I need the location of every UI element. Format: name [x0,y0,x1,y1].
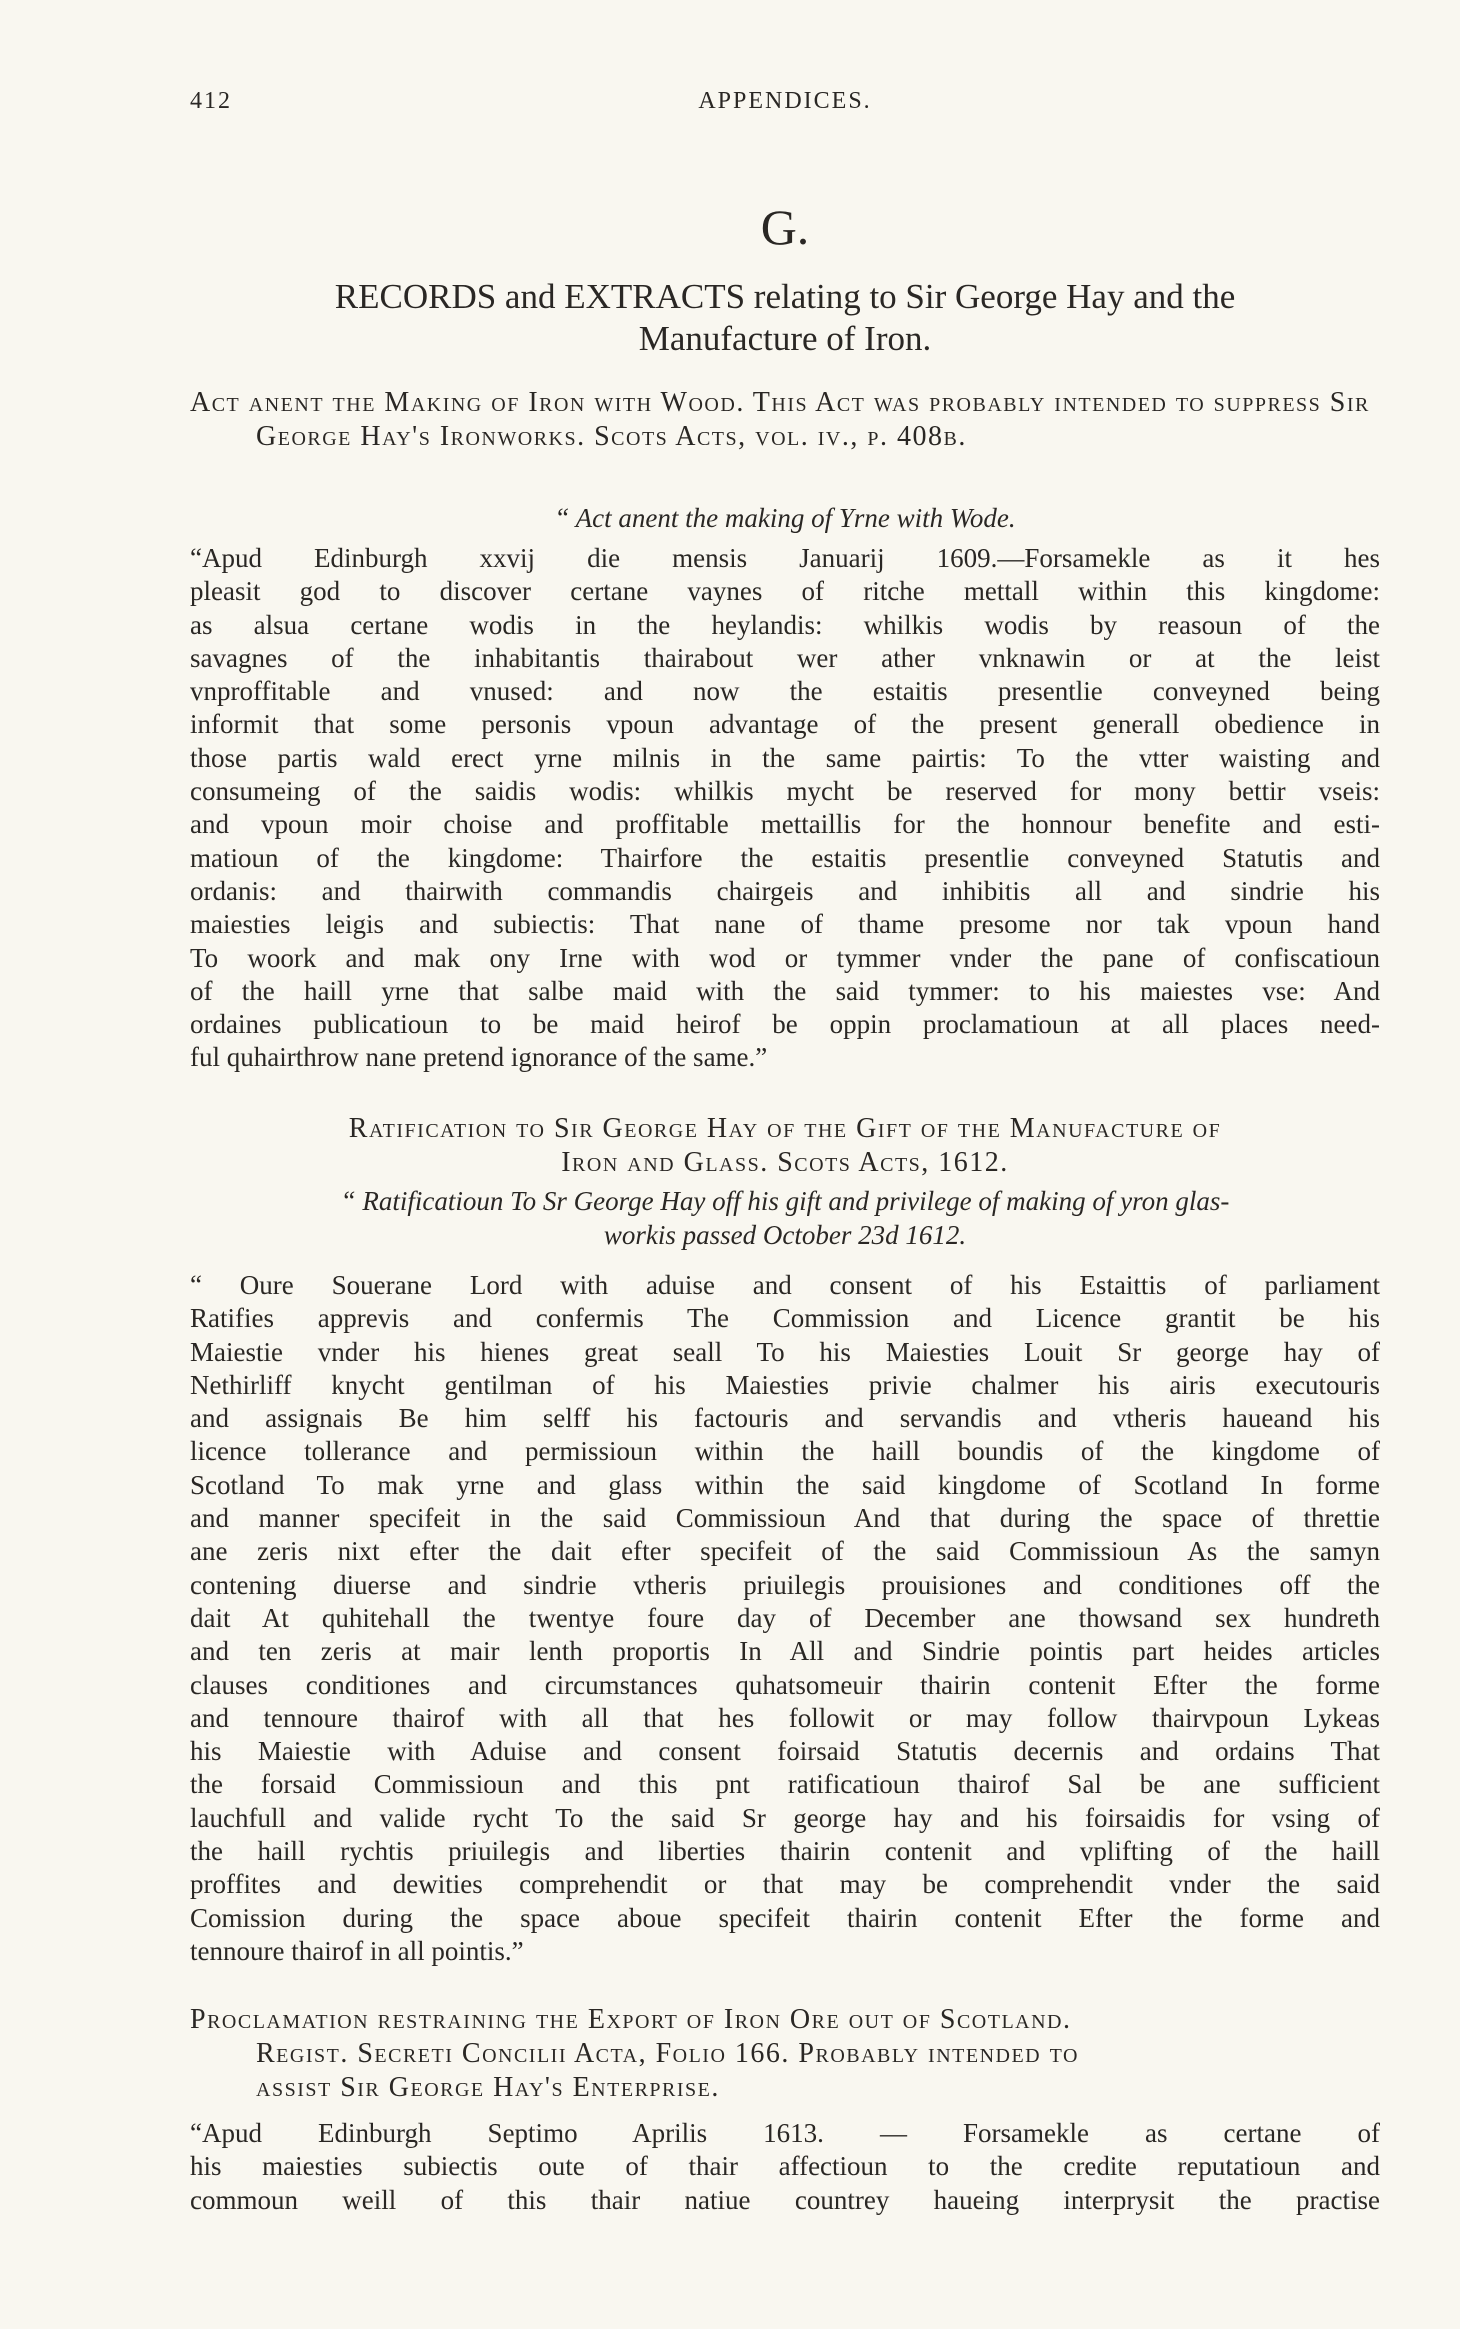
act2-subhead [190,1184,1380,1252]
act2-body-line: Maiestie vnder his hienes great seall To his Maiesties Louit Sr george hay of [190,1336,1380,1367]
act2-body-line: and ten zeris at mair lenth proportis In All and Sindrie pointis part heides articles [190,1636,1380,1667]
act2-body-line: clauses conditiones and circumstances quhatsomeuir thairin contenit Efter the forme [190,1669,1380,1700]
act2-subhead-line-2: workis passed October 23d 1612. [603,1220,967,1250]
act1-heading: Act anent the Making of Iron with Wood. This Act was probably intended to suppress Sir George Hay's Ironworks. Scots Acts, vol. iv., p. 408b. [190,387,1370,452]
act2-body-line: contening diuerse and sindrie vtheris priuilegis prouisiones and conditiones off the [190,1569,1380,1600]
act1-body-line: savagnes of the inhabitantis thairabout wer ather vnknawin or at the leist [190,642,1380,673]
act2-body-line: proffites and dewities comprehendit or that may be comprehendit vnder the said [190,1869,1380,1900]
act1-subhead: “ Act anent the making of Yrne with Wode. [554,503,1016,533]
act2-body-line: Nethirliff knycht gentilman of his Maiesties privie chalmer his airis executouris [190,1369,1380,1400]
act2-body-text [190,1269,1380,1968]
act1-body-line: “Apud Edinburgh xxvij die mensis Januarij 1609.—Forsamekle as it hes [190,543,1380,573]
act3-body-text [190,2117,1380,2217]
act2-heading [190,1112,1380,1180]
act3-heading-line-3: assist Sir George Hay's Enterprise. [256,2072,720,2103]
act2-subhead-line-1: “ Ratificatioun To Sr George Hay off his gift and privilege of making of yron glas- [340,1186,1230,1216]
act2-body-line: licence tollerance and permissioun within the haill boundis of the kingdome of [190,1436,1380,1467]
page-number: 412 [190,88,232,114]
act1-body-line: consumeing of the saidis wodis: whilkis mycht be reserved for mony bettir vseis: [190,776,1380,807]
act1-body-line: maiesties leigis and subiectis: That nane of thame presome nor tak vpoun hand [190,909,1380,940]
act2-heading-line-2: Iron and Glass. Scots Acts, 1612. [561,1147,1009,1178]
act1-body-text [190,542,1380,1075]
act2-body-line: Comission during the space aboue specifeit thairin contenit Efter the forme and [190,1902,1380,1933]
act2-body-line: his Maiestie with Aduise and consent foirsaid Statutis decernis and ordains That [190,1736,1380,1767]
act1-body-line: of the haill yrne that salbe maid with the said tymmer: to his maiestes vse: And [190,975,1380,1006]
act3-body-line: commoun weill of this thair natiue countrey haueing interprysit the practise [190,2184,1380,2215]
act2-body-line: Ratifies apprevis and confermis The Commission and Licence grantit be his [190,1303,1380,1334]
section-title [190,276,1380,360]
act1-body-line: ordaines publicatioun to be maid heirof be oppin proclamatioun at all places need- [190,1009,1380,1040]
running-head [190,88,1380,128]
act2-heading-line-1: Ratification to Sir George Hay of the Gift of the Manufacture of [348,1113,1222,1144]
act3-heading [190,2003,1380,2105]
act1-body-line: ordanis: and thairwith commandis chairgeis and inhibitis all and sindrie his [190,875,1380,906]
act1-body-line: those partis wald erect yrne milnis in the same pairtis: To the vtter waisting and [190,742,1380,773]
section-title-line-1: RECORDS and EXTRACTS relating to Sir George Hay and the [334,277,1236,316]
act1-body-line: matioun of the kingdome: Thairfore the estaitis presentlie conveyned Statutis and [190,842,1380,873]
act1-body-line: ful quhairthrow nane pretend ignorance of the same.” [190,1042,768,1073]
running-title: APPENDICES. [698,88,872,114]
act1-body-line: pleasit god to discover certane vaynes of ritche mettall within this kingdome: [190,576,1380,607]
act3-body-line: his maiesties subiectis oute of thair affectioun to the credite reputatioun and [190,2151,1380,2182]
act3-body-line: “Apud Edinburgh Septimo Aprilis 1613. — Forsamekle as certane of [190,2118,1380,2148]
section-letter: G. [760,199,810,255]
act2-body-line: and assignais Be him selff his factouris and servandis and vtheris haueand his [190,1403,1380,1434]
act2-body-line: and tennoure thairof with all that hes followit or may follow thairvpoun Lykeas [190,1702,1380,1733]
act1-body-line: as alsua certane wodis in the heylandis: whilkis wodis by reasoun of the [190,609,1380,640]
act1-body-line: vnproffitable and vnused: and now the estaitis presentlie conveyned being [190,676,1380,707]
act1-body-line: and vpoun moir choise and proffitable mettaillis for the honnour benefite and esti- [190,809,1380,840]
act2-body-line: the haill rychtis priuilegis and liberties thairin contenit and vplifting of the haill [190,1836,1380,1867]
act2-body-line: “ Oure Souerane Lord with aduise and consent of his Estaittis of parliament [190,1270,1380,1300]
section-title-line-2: Manufacture of Iron. [638,319,932,358]
act1-body-line: informit that some personis vpoun advantage of the present generall obedience in [190,709,1380,740]
act2-body-line: and manner specifeit in the said Commissioun And that during the space of threttie [190,1503,1380,1534]
act3-heading-line-1: Proclamation restraining the Export of Iron Ore out of Scotland. [190,2004,1072,2035]
act2-body-line: lauchfull and valide rycht To the said Sr george hay and his foirsaidis for vsing of [190,1802,1380,1833]
act2-body-line: dait At quhitehall the twentye foure day of December ane thowsand sex hundreth [190,1602,1380,1633]
act2-body-line: ane zeris nixt efter the dait efter specifeit of the said Commissioun As the samyn [190,1536,1380,1567]
act1-body-line: To woork and mak ony Irne with wod or tymmer vnder the pane of confiscatioun [190,942,1380,973]
act2-body-line: tennoure thairof in all pointis.” [190,1935,524,1966]
act2-body-line: Scotland To mak yrne and glass within the said kingdome of Scotland In forme [190,1469,1380,1500]
act3-heading-line-2: Regist. Secreti Concilii Acta, Folio 166. Probably intended to [256,2038,1079,2069]
act2-body-line: the forsaid Commissioun and this pnt ratificatioun thairof Sal be ane sufficient [190,1769,1380,1800]
